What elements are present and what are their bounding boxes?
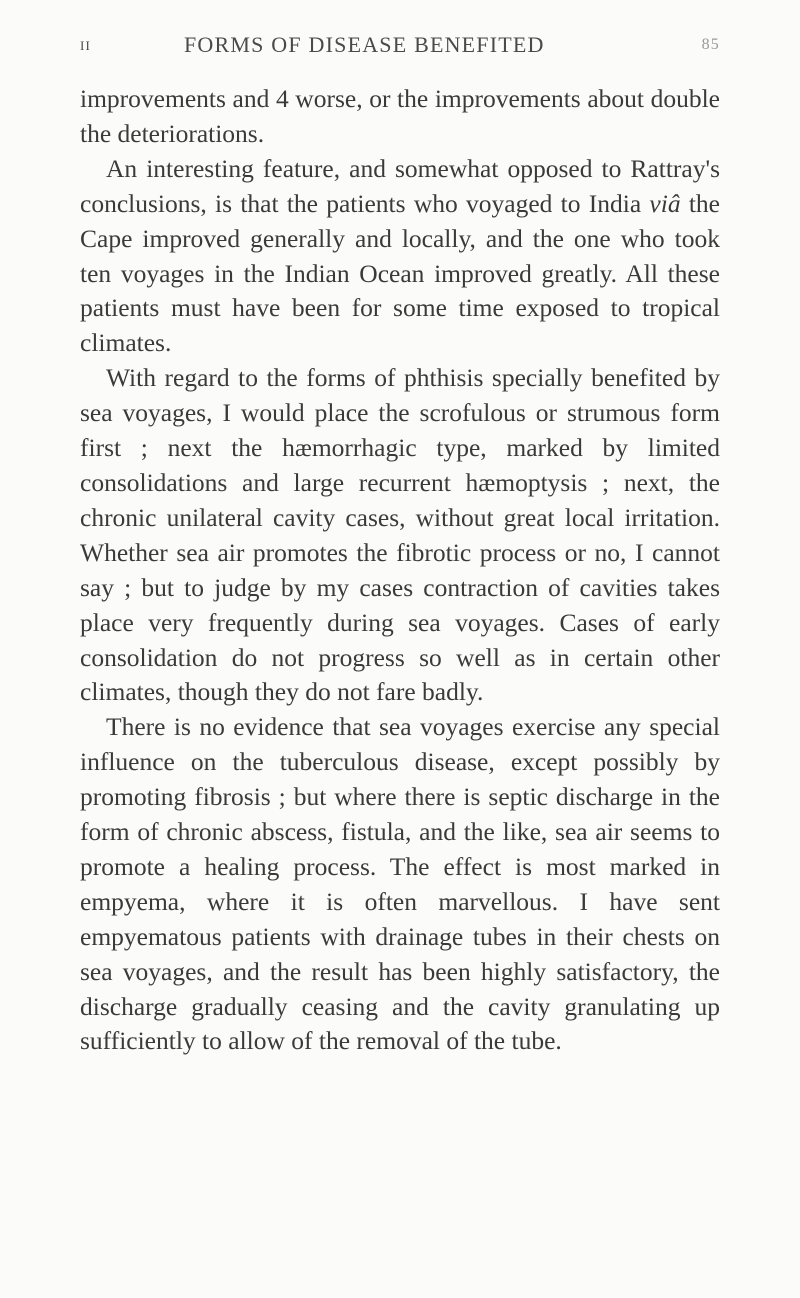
paragraph-text: With regard to the forms of phthisis specially benefited by sea voyages, I would place the scrofulous or strumous form first ; next the hæmorrhagic type, marked by limited consolidations and large recurrent hæmoptysis ; next, the chronic unilateral cavity cases, without great local irritation. Whether sea air promotes the fibrotic process or no, I cannot say ; but to judge by my cases contraction of cavities takes place very frequently during sea voyages. Cases of early consolidation do not progress so well as in certain other climates, though they do not fare badly. — [80, 363, 720, 707]
paragraph-text: the Cape improved generally and locally, and the one who took ten voyages in the Indian Ocean improved greatly. All these patients must have been for some time exposed to tropical climates. — [80, 188, 720, 358]
chapter-number: II — [80, 38, 92, 53]
running-head — [80, 32, 720, 62]
body-text — [80, 82, 720, 1059]
paragraph — [80, 361, 720, 710]
paragraph — [80, 82, 720, 152]
italic-text: viâ — [649, 188, 681, 218]
paragraph-text: An interesting feature, and somewhat opposed to Rattray's conclusions, is that the patients who voyaged to India — [80, 153, 720, 218]
paragraph — [80, 710, 720, 1059]
paragraph-text: There is no evidence that sea voyages exercise any special influence on the tuberculous disease, except possibly by promoting fibrosis ; but where there is septic discharge in the form of chronic abscess, fistula, and the like, sea air seems to promote a healing process. The effect is most marked in empyema, where it is often marvellous. I have sent empyematous patients with drainage tubes in their chests on sea voyages, and the result has been highly satisfactory, the discharge gradually ceasing and the cavity granulating up sufficiently to allow of the removal of the tube. — [80, 712, 720, 1056]
paragraph — [80, 152, 720, 361]
running-title: FORMS OF DISEASE BENEFITED — [184, 32, 545, 57]
paragraph-text: improvements and 4 worse, or the improvements about double the deteriorations. — [80, 84, 720, 148]
page-number: 85 — [701, 36, 720, 53]
